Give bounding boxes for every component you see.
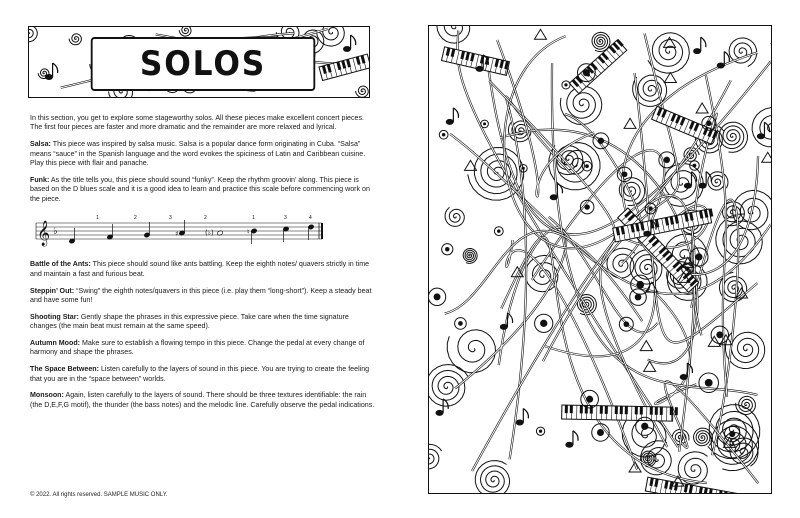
fingering-number: 4 [309, 215, 312, 222]
svg-text:♯: ♯ [175, 230, 179, 239]
piece-name: Funk: [30, 175, 50, 184]
d-blues-scale-staff [30, 211, 376, 251]
title-banner [28, 26, 370, 98]
right-page [400, 0, 800, 518]
piece-name: Shooting Star: [30, 312, 79, 321]
scale-note [308, 225, 314, 241]
page-title: SOLOS [91, 37, 315, 91]
scale-note [247, 228, 257, 244]
fingering-number: 2 [134, 215, 137, 222]
coloring-illustration [428, 25, 772, 494]
fingering-number: 3 [284, 215, 287, 222]
piece-name: Autumn Mood: [30, 339, 81, 348]
flat-key-signature-icon: ♭ [53, 226, 58, 238]
music-doodle-art [429, 26, 772, 494]
piece-description: This piece was inspired by salsa music. Salsa is a popular dance form originating in Cuba. “Salsa” means “sauce” in the Spanish language and the word evokes the spiciness of Latin and Caribbean cuisine. Play this piece with flair and panache. [30, 140, 366, 168]
scale-note [107, 224, 113, 240]
piece-monsoon [30, 391, 376, 410]
fingering-number: 1 [96, 215, 99, 222]
piece-description: This piece should sound like ants battling. Keep the eighth notes/ quavers strictly in time and maintain a fast and furious beat. [30, 260, 370, 278]
fingering-number: 1 [252, 215, 255, 222]
piece-name: Battle of the Ants: [30, 260, 91, 269]
piece-the-space-between [30, 365, 376, 384]
svg-text:(♭): (♭) [205, 229, 214, 238]
scale-note [283, 227, 289, 243]
music-staff [30, 211, 330, 251]
scale-note [175, 220, 185, 238]
copyright-footer: © 2022. All rights reserved. SAMPLE MUSIC ONLY. [30, 492, 168, 498]
staff-lines [36, 223, 322, 239]
piece-description: Listen carefully to the layers of sound in this piece. You are trying to create the feeling that you are in the “space between” worlds. [30, 365, 370, 383]
piece-name: Monsoon: [30, 391, 64, 400]
scale-notes [69, 220, 314, 244]
piece-name: Salsa: [30, 140, 51, 149]
scale-note [144, 222, 150, 238]
piece-funk [30, 176, 376, 204]
piece-shooting-star [30, 313, 376, 332]
piece-description: “Swing” the eighth notes/quavers in this piece (i.e. play them “long-short”). Keep a steady beat and have some fun! [30, 286, 372, 305]
intro-paragraph: In this section, you get to explore some stageworthy solos. All these pieces make excellent concert pieces. The first four pieces are faster and more dramatic and the remainder are more relaxed and lyrical. [30, 114, 364, 132]
piece-autumn-mood [30, 339, 376, 358]
piece-name: The Space Between: [30, 365, 99, 374]
content-column [30, 114, 376, 418]
scale-note [205, 229, 223, 237]
piece-salsa [30, 140, 376, 168]
piece-description: Gently shape the phrases in this expressive piece. Take care when the time signature changes (the main beat must remain at the same speed). [30, 312, 349, 331]
scale-note [69, 228, 75, 244]
treble-clef-icon: 𝄞 [37, 221, 51, 247]
fingering-numbers [96, 215, 312, 221]
piece-description: Again, listen carefully to the layers of sound. There should be three textures identifiable: the rain (the D,E,F,G motif), the thunder (the bass notes) and the melodic line. Carefully observe the pedal indications. [30, 391, 375, 409]
fingering-number: 3 [169, 215, 172, 222]
svg-text:♮: ♮ [247, 228, 250, 237]
piece-name: Steppin’ Out: [30, 286, 75, 295]
fingering-number: 2 [204, 215, 207, 222]
piece-steppin-out [30, 287, 376, 306]
piece-battle-of-the-ants [30, 260, 376, 279]
piece-description: Make sure to establish a flowing tempo in this piece. Change the pedal at every change of harmony and shape the phrases. [30, 339, 365, 357]
piece-description: As the title tells you, this piece should sound “funky”. Keep the rhythm groovin’ along. This piece is based on the D blues scale and it is a good idea to learn and practice this scale before commencing work on the piece. [30, 175, 370, 203]
